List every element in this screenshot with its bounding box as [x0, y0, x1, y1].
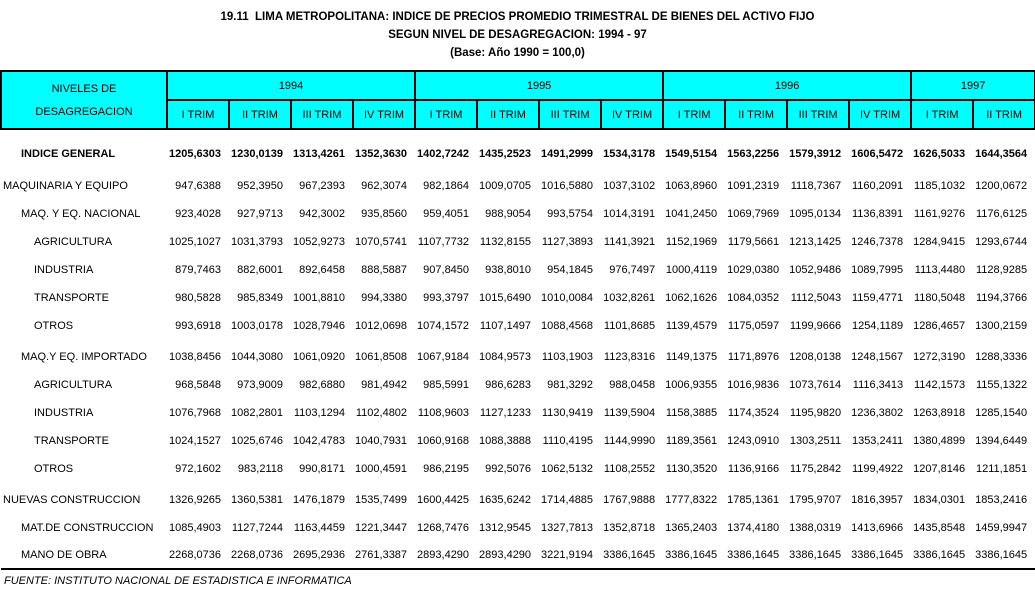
value-cell: 1132,8155 — [479, 236, 532, 248]
value-cell: 1091,2319 — [727, 180, 780, 192]
value-cell: 1141,3921 — [603, 236, 656, 248]
header-trim-1994-q4: IV TRIM — [353, 100, 415, 129]
value-cell: 1300,2159 — [975, 320, 1028, 332]
value-cell: 938,8010 — [485, 264, 532, 276]
value-cell: 952,3950 — [237, 180, 283, 192]
row-label: INDUSTRIA — [34, 407, 94, 419]
value-cell: 1014,3191 — [603, 208, 656, 220]
value-cell: 1285,1540 — [975, 407, 1028, 419]
value-cell: 3386,1645 — [973, 541, 1035, 569]
value-cell: 1284,9415 — [913, 236, 966, 248]
value-cell: 992,5076 — [485, 463, 532, 475]
value-cell: 1128,9285 — [975, 264, 1028, 276]
row-label: MAQ.Y EQ. IMPORTADO — [21, 351, 147, 363]
value-cell: 1118,7367 — [790, 180, 842, 192]
header-niveles-line1: NIVELES DE — [51, 82, 117, 95]
value-cell: 1195,9820 — [789, 407, 842, 419]
value-cell: 1394,6449 — [975, 435, 1028, 447]
value-cell: 1563,2256 — [727, 148, 780, 160]
value-cell: 981,4942 — [361, 379, 408, 391]
value-cell: 985,5991 — [423, 379, 470, 391]
value-cell: 1089,7995 — [851, 264, 904, 276]
value-cell: 983,2118 — [237, 463, 283, 475]
page-header — [0, 0, 1035, 62]
value-cell: 1246,7378 — [851, 236, 904, 248]
value-cell: 1293,6744 — [975, 236, 1028, 248]
value-cell: 1767,9888 — [603, 494, 656, 506]
value-cell: 1413,6966 — [851, 522, 904, 534]
header-year-1996: 1996 — [663, 71, 911, 100]
value-cell: 1635,6242 — [479, 494, 532, 506]
value-cell: 1076,7968 — [169, 407, 221, 419]
value-cell: 967,2393 — [299, 180, 345, 192]
value-cell: 1123,8316 — [603, 351, 656, 363]
value-cell: 2695,2936 — [291, 541, 353, 569]
value-cell: 986,2195 — [423, 463, 470, 475]
value-cell: 3386,1645 — [601, 541, 663, 569]
value-cell: 972,1602 — [175, 463, 221, 475]
value-cell: 954,1845 — [547, 264, 594, 276]
table-row — [1, 255, 1035, 283]
value-cell: 1113,4480 — [914, 264, 966, 276]
table-row — [1, 227, 1035, 255]
value-cell: 982,1864 — [423, 180, 470, 192]
header-trim-1995-q3: III TRIM — [539, 100, 601, 129]
value-cell: 1088,3888 — [479, 435, 532, 447]
row-label: MAT.DE CONSTRUCCION — [21, 522, 154, 534]
row-label: AGRICULTURA — [34, 236, 113, 248]
value-cell: 1127,1233 — [479, 407, 532, 419]
value-cell: 1149,1375 — [665, 351, 718, 363]
value-cell: 1108,9603 — [417, 407, 470, 419]
header-year-1997: 1997 — [911, 71, 1035, 100]
value-cell: 1082,2801 — [231, 407, 283, 419]
value-cell: 1144,9990 — [603, 435, 656, 447]
value-cell: 959,4051 — [423, 208, 470, 220]
value-cell: 1777,8322 — [665, 494, 718, 506]
value-cell: 1243,0910 — [727, 435, 780, 447]
value-cell: 1374,4180 — [727, 522, 780, 534]
value-cell: 1365,2403 — [665, 522, 718, 534]
value-cell: 1254,1189 — [851, 320, 904, 332]
value-cell: 2268,0736 — [167, 541, 229, 569]
value-cell: 1288,3336 — [975, 351, 1028, 363]
table-row — [1, 283, 1035, 311]
value-cell: 1816,3957 — [851, 494, 904, 506]
value-cell: 923,4028 — [175, 208, 221, 220]
value-cell: 888,5887 — [361, 264, 408, 276]
value-cell: 1189,3561 — [665, 435, 718, 447]
table-row — [1, 370, 1035, 398]
value-cell: 1088,4568 — [541, 320, 594, 332]
value-cell: 1102,4802 — [355, 407, 408, 419]
base-year-note: (Base: Año 1990 = 100,0) — [450, 47, 585, 59]
value-cell: 1714,4885 — [541, 494, 594, 506]
value-cell: 882,6001 — [237, 264, 283, 276]
value-cell: 1069,7969 — [727, 208, 780, 220]
value-cell: 1063,8960 — [665, 180, 718, 192]
header-trim-1994-q3: III TRIM — [291, 100, 353, 129]
value-cell: 1029,0380 — [727, 264, 780, 276]
value-cell: 1016,9836 — [727, 379, 780, 391]
value-cell: 993,6918 — [175, 320, 221, 332]
value-cell: 1015,6490 — [479, 292, 532, 304]
value-cell: 993,3797 — [423, 292, 470, 304]
value-cell: 1268,7476 — [417, 522, 470, 534]
header-trim-1995-q2: II TRIM — [477, 100, 539, 129]
value-cell: 1084,9573 — [479, 351, 532, 363]
row-label: NUEVAS CONSTRUCCION — [3, 494, 141, 506]
row-label: OTROS — [34, 320, 74, 332]
value-cell: 1211,1851 — [975, 463, 1028, 475]
value-cell: 1600,4425 — [417, 494, 470, 506]
value-cell: 1327,7813 — [541, 522, 594, 534]
value-cell: 1303,2511 — [789, 435, 842, 447]
row-label: MAQUINARIA Y EQUIPO — [3, 180, 128, 192]
source-note: FUENTE: INSTITUTO NACIONAL DE ESTADISTICA E INFORMATICA — [4, 575, 352, 587]
header-niveles-desagregacion — [1, 71, 167, 129]
value-cell: 1009,0705 — [479, 180, 532, 192]
value-cell: 1070,5741 — [355, 236, 408, 248]
table-row — [1, 541, 1035, 569]
table-row — [1, 398, 1035, 426]
value-cell: 1199,9666 — [789, 320, 842, 332]
value-cell: 1110,4195 — [542, 435, 594, 447]
value-cell: 1230,0139 — [231, 148, 283, 160]
value-cell: 1062,5132 — [541, 463, 594, 475]
value-cell: 1272,3190 — [913, 351, 966, 363]
value-cell: 1130,9419 — [541, 407, 594, 419]
value-cell: 1161,9276 — [913, 208, 966, 220]
value-cell: 1044,3080 — [231, 351, 283, 363]
value-cell: 1095,0134 — [789, 208, 842, 220]
value-cell: 1352,8718 — [603, 522, 656, 534]
value-cell: 1130,3520 — [665, 463, 718, 475]
value-cell: 1207,8146 — [913, 463, 966, 475]
value-cell: 1263,8918 — [913, 407, 966, 419]
value-cell: 1040,7931 — [355, 435, 408, 447]
row-label: MAQ. Y EQ. NACIONAL — [21, 208, 141, 220]
value-cell: 1073,7614 — [789, 379, 842, 391]
table-row — [1, 426, 1035, 454]
header-trim-1997-q1: I TRIM — [911, 100, 973, 129]
value-cell: 1108,2552 — [603, 463, 656, 475]
row-label: TRANSPORTE — [34, 435, 109, 447]
value-cell: 935,8560 — [361, 208, 408, 220]
page-title: 19.11 LIMA METROPOLITANA: INDICE DE PRECIOS PROMEDIO TRIMESTRAL DE BIENES DEL ACTIVO FIJO — [220, 11, 815, 23]
value-cell: 1074,1572 — [417, 320, 470, 332]
value-cell: 981,3292 — [547, 379, 594, 391]
value-cell: 1136,9166 — [727, 463, 780, 475]
value-cell: 1025,6746 — [231, 435, 283, 447]
value-cell: 1476,1879 — [293, 494, 345, 506]
value-cell: 1084,0352 — [727, 292, 780, 304]
value-cell: 988,0458 — [609, 379, 656, 391]
value-cell: 942,3002 — [299, 208, 345, 220]
value-cell: 988,9054 — [485, 208, 532, 220]
value-cell: 1041,2450 — [665, 208, 718, 220]
value-cell: 2268,0736 — [229, 541, 291, 569]
row-label: TRANSPORTE — [34, 292, 109, 304]
value-cell: 1101,8685 — [603, 320, 656, 332]
value-cell: 1535,7499 — [355, 494, 408, 506]
value-cell: 907,8450 — [423, 264, 470, 276]
value-cell: 1062,1626 — [665, 292, 718, 304]
value-cell: 1139,4579 — [665, 320, 718, 332]
value-cell: 1175,2842 — [789, 463, 842, 475]
value-cell: 1052,9486 — [789, 264, 842, 276]
value-cell: 1159,4771 — [851, 292, 904, 304]
value-cell: 1155,1322 — [975, 379, 1028, 391]
value-cell: 976,7497 — [609, 264, 656, 276]
value-cell: 1001,8810 — [293, 292, 345, 304]
value-cell: 993,5754 — [547, 208, 594, 220]
table-body — [1, 129, 1035, 569]
value-cell: 1579,3912 — [789, 148, 842, 160]
table-row — [1, 513, 1035, 541]
value-cell: 1052,9273 — [293, 236, 345, 248]
table-row — [1, 482, 1035, 513]
value-cell: 1003,0178 — [231, 320, 283, 332]
value-cell: 1208,0138 — [789, 351, 842, 363]
table-header — [1, 71, 1035, 129]
value-cell: 1061,8508 — [355, 351, 408, 363]
header-trim-1995-q4: IV TRIM — [601, 100, 663, 129]
value-cell: 1158,3885 — [665, 407, 718, 419]
value-cell: 1388,0319 — [789, 522, 842, 534]
row-label: OTROS — [34, 463, 74, 475]
value-cell: 1194,3766 — [975, 292, 1028, 304]
value-cell: 1012,0698 — [355, 320, 408, 332]
value-cell: 1286,4657 — [913, 320, 966, 332]
header-trim-1997-q2: II TRIM — [973, 100, 1035, 129]
row-label: INDUSTRIA — [34, 264, 94, 276]
row-label: INDICE GENERAL — [21, 148, 116, 160]
value-cell: 1179,5661 — [727, 236, 780, 248]
value-cell: 1103,1903 — [541, 351, 594, 363]
value-cell: 1312,9545 — [479, 522, 532, 534]
value-cell: 1236,3802 — [851, 407, 904, 419]
value-cell: 1185,1032 — [913, 180, 966, 192]
header-year-1994: 1994 — [167, 71, 415, 100]
value-cell: 1644,3564 — [975, 148, 1028, 160]
value-cell: 1352,3630 — [355, 148, 408, 160]
value-cell: 1360,5381 — [231, 494, 283, 506]
value-cell: 1491,2999 — [541, 148, 594, 160]
header-niveles-line2: DESAGREGACION — [35, 105, 133, 118]
value-cell: 986,6283 — [485, 379, 532, 391]
value-cell: 1534,3178 — [603, 148, 656, 160]
value-cell: 1000,4591 — [355, 463, 408, 475]
table-row — [1, 311, 1035, 339]
header-trim-1995-q1: I TRIM — [415, 100, 477, 129]
value-cell: 3221,9194 — [539, 541, 601, 569]
table-row — [1, 454, 1035, 482]
value-cell: 1213,1425 — [789, 236, 842, 248]
value-cell: 1205,6303 — [169, 148, 221, 160]
value-cell: 1175,0597 — [727, 320, 780, 332]
value-cell: 1180,5048 — [913, 292, 966, 304]
row-label: AGRICULTURA — [34, 379, 113, 391]
table-row — [1, 167, 1035, 199]
value-cell: 1199,4922 — [851, 463, 904, 475]
value-cell: 3386,1645 — [663, 541, 725, 569]
value-cell: 985,8349 — [237, 292, 283, 304]
value-cell: 3386,1645 — [911, 541, 973, 569]
value-cell: 879,7463 — [175, 264, 221, 276]
value-cell: 1061,0920 — [293, 351, 345, 363]
value-cell: 968,5848 — [175, 379, 221, 391]
row-label: MANO DE OBRA — [1, 541, 167, 569]
value-cell: 947,6388 — [175, 180, 221, 192]
value-cell: 1248,1567 — [851, 351, 904, 363]
header-trim-1996-q2: II TRIM — [725, 100, 787, 129]
value-cell: 1435,8548 — [913, 522, 966, 534]
value-cell: 892,6458 — [299, 264, 345, 276]
value-cell: 994,3380 — [361, 292, 408, 304]
value-cell: 1435,2523 — [479, 148, 532, 160]
value-cell: 1107,1497 — [479, 320, 532, 332]
header-trim-1996-q4: IV TRIM — [849, 100, 911, 129]
header-year-1995: 1995 — [415, 71, 663, 100]
value-cell: 1626,5033 — [913, 148, 966, 160]
value-cell: 2893,4290 — [415, 541, 477, 569]
value-cell: 1549,5154 — [665, 148, 718, 160]
value-cell: 1785,1361 — [727, 494, 780, 506]
value-cell: 1459,9947 — [975, 522, 1028, 534]
table-row — [1, 129, 1035, 167]
value-cell: 1010,0084 — [541, 292, 594, 304]
value-cell: 1085,4903 — [169, 522, 221, 534]
value-cell: 973,9009 — [237, 379, 283, 391]
value-cell: 1353,2411 — [851, 435, 904, 447]
header-trim-1994-q2: II TRIM — [229, 100, 291, 129]
value-cell: 1160,2091 — [851, 180, 904, 192]
value-cell: 1176,6125 — [975, 208, 1028, 220]
header-trim-1996-q3: III TRIM — [787, 100, 849, 129]
value-cell: 1853,2416 — [975, 494, 1028, 506]
value-cell: 1163,4459 — [293, 522, 345, 534]
value-cell: 1200,0672 — [975, 180, 1028, 192]
value-cell: 1380,4899 — [913, 435, 966, 447]
value-cell: 1032,8261 — [603, 292, 656, 304]
value-cell: 1000,4119 — [665, 264, 718, 276]
value-cell: 1174,3524 — [727, 407, 780, 419]
value-cell: 1031,3793 — [231, 236, 283, 248]
header-trim-1994-q1: I TRIM — [167, 100, 229, 129]
value-cell: 1112,5043 — [790, 292, 842, 304]
value-cell: 1127,3893 — [541, 236, 594, 248]
value-cell: 1060,9168 — [417, 435, 470, 447]
value-cell: 1107,7732 — [417, 236, 470, 248]
value-cell: 1024,1527 — [169, 435, 221, 447]
table-row — [1, 199, 1035, 227]
value-cell: 1171,8976 — [727, 351, 780, 363]
value-cell: 1067,9184 — [417, 351, 470, 363]
value-cell: 3386,1645 — [849, 541, 911, 569]
value-cell: 1795,9707 — [789, 494, 842, 506]
value-cell: 1326,9265 — [169, 494, 221, 506]
indices-table — [0, 70, 1035, 570]
value-cell: 3386,1645 — [787, 541, 849, 569]
value-cell: 1025,1027 — [169, 236, 221, 248]
value-cell: 1313,4261 — [293, 148, 345, 160]
value-cell: 1142,1573 — [913, 379, 966, 391]
value-cell: 1127,7244 — [231, 522, 283, 534]
value-cell: 1028,7946 — [293, 320, 345, 332]
page-subtitle: SEGUN NIVEL DE DESAGREGACION: 1994 - 97 — [388, 29, 647, 41]
value-cell: 1038,8456 — [169, 351, 221, 363]
value-cell: 2761,3387 — [353, 541, 415, 569]
value-cell: 1221,3447 — [355, 522, 408, 534]
table-row — [1, 339, 1035, 370]
value-cell: 927,9713 — [237, 208, 283, 220]
value-cell: 982,6880 — [299, 379, 345, 391]
value-cell: 1606,5472 — [851, 148, 904, 160]
value-cell: 1116,3413 — [852, 379, 904, 391]
value-cell: 1152,1969 — [665, 236, 718, 248]
value-cell: 1136,8391 — [851, 208, 904, 220]
value-cell: 1016,5880 — [541, 180, 594, 192]
value-cell: 3386,1645 — [725, 541, 787, 569]
value-cell: 2893,4290 — [477, 541, 539, 569]
value-cell: 1834,0301 — [913, 494, 966, 506]
value-cell: 980,5828 — [175, 292, 221, 304]
value-cell: 1402,7242 — [417, 148, 470, 160]
value-cell: 1103,1294 — [293, 407, 345, 419]
value-cell: 962,3074 — [361, 180, 408, 192]
value-cell: 1037,3102 — [603, 180, 656, 192]
value-cell: 1042,4783 — [293, 435, 345, 447]
header-trim-1996-q1: I TRIM — [663, 100, 725, 129]
value-cell: 1006,9355 — [665, 379, 718, 391]
value-cell: 990,8171 — [299, 463, 345, 475]
value-cell: 1139,5904 — [603, 407, 656, 419]
